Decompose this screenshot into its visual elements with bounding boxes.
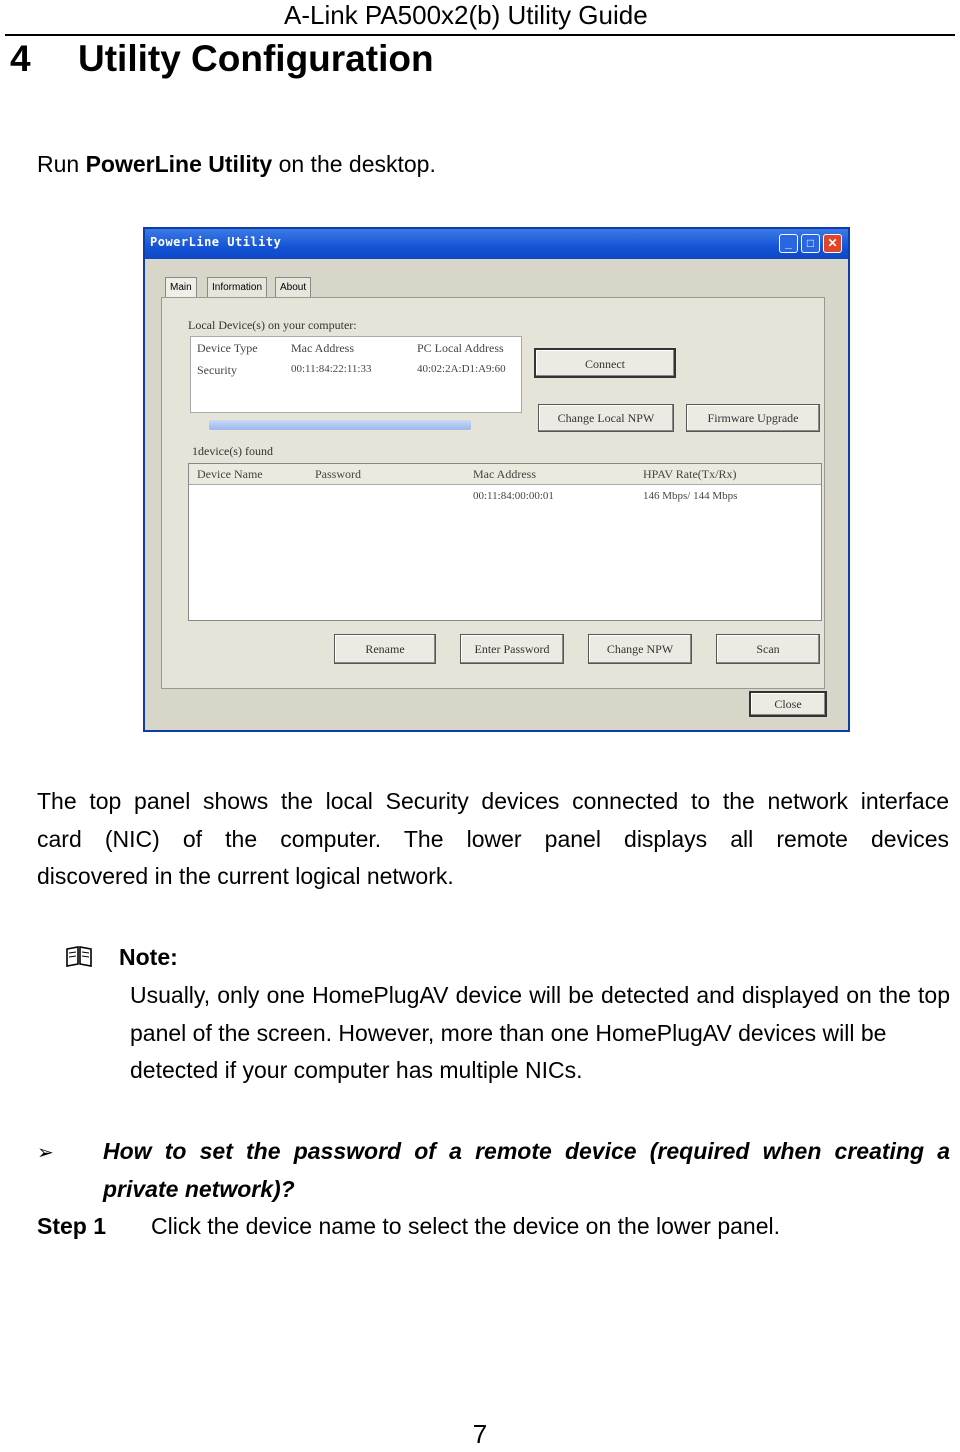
remote-col-hpav-rate[interactable]: HPAV Rate(Tx/Rx) [643, 467, 737, 481]
tab-information[interactable]: Information [207, 277, 267, 298]
close-window-icon[interactable]: ✕ [823, 234, 842, 253]
howto-heading [103, 1133, 950, 1208]
note-line-2: panel of the screen. However, more than one HomePlugAV devices will be [130, 1019, 887, 1046]
connect-button[interactable]: Connect [534, 348, 676, 378]
window-titlebar [145, 229, 848, 259]
remote-col-password[interactable]: Password [315, 467, 362, 481]
rename-button[interactable]: Rename [334, 634, 436, 664]
main-tab-panel [161, 297, 825, 689]
devices-found-label: 1device(s) found [192, 444, 273, 458]
note-label: Note: [119, 944, 178, 970]
change-npw-button[interactable]: Change NPW [588, 634, 692, 664]
description-paragraph [37, 783, 949, 896]
remote-col-mac-address[interactable]: Mac Address [473, 467, 536, 481]
remote-row-rate[interactable]: 146 Mbps/ 144 Mbps [643, 490, 738, 502]
maximize-icon[interactable]: □ [801, 234, 820, 253]
intro-suffix: on the desktop. [272, 151, 436, 177]
scan-button[interactable]: Scan [716, 634, 820, 664]
chapter-number: 4 [10, 38, 31, 79]
remote-row-mac[interactable]: 00:11:84:00:00:01 [473, 490, 554, 502]
change-local-npw-button[interactable]: Change Local NPW [538, 404, 674, 432]
page-number: 7 [472, 1419, 488, 1449]
note-body [130, 977, 950, 1090]
close-button[interactable]: Close [749, 691, 827, 717]
local-devices-label: Local Device(s) on your computer: [188, 318, 357, 332]
paragraph-line-2: card (NIC) of the computer. The lower panel displays all remote devices [37, 825, 949, 852]
enter-password-button[interactable]: Enter Password [460, 634, 564, 664]
note-line-3: detected if your computer has multiple NICs. [130, 1057, 583, 1083]
minimize-icon[interactable]: _ [779, 234, 798, 253]
firmware-upgrade-button[interactable]: Firmware Upgrade [686, 404, 820, 432]
local-row-device-type[interactable]: Security [197, 363, 237, 377]
tab-main[interactable]: Main [165, 277, 197, 300]
paragraph-line-1: The top panel shows the local Security devices connected to the network interface [37, 788, 949, 814]
howto-line-1: How to set the password of a remote device (required when creating a [103, 1138, 950, 1164]
note-line-1: Usually, only one HomePlugAV device will be detected and displayed on the top [130, 982, 950, 1008]
howto-line-2: private network)? [103, 1175, 295, 1202]
horizontal-scrollbar[interactable] [209, 420, 471, 430]
local-col-pc-local-address[interactable]: PC Local Address [417, 341, 504, 355]
local-row-pc-local[interactable]: 40:02:2A:D1:A9:60 [417, 363, 506, 375]
intro-prefix: Run [37, 151, 86, 177]
window-title: PowerLine Utility [150, 235, 282, 249]
paragraph-line-3: discovered in the current logical network. [37, 863, 454, 889]
document-header-title: A-Link PA500x2(b) Utility Guide [284, 0, 648, 30]
local-col-device-type[interactable]: Device Type [197, 341, 258, 355]
powerline-utility-window [143, 227, 850, 732]
tab-about[interactable]: About [275, 277, 311, 298]
header-divider [5, 34, 955, 36]
chapter-title: Utility Configuration [78, 38, 434, 79]
step-1-text: Click the device name to select the device on the lower panel. [151, 1213, 781, 1239]
remote-col-device-name[interactable]: Device Name [197, 467, 263, 481]
remote-list-header [189, 464, 821, 485]
local-devices-list [190, 336, 522, 413]
app-name: PowerLine Utility [85, 151, 273, 177]
intro-instruction [37, 146, 436, 184]
step-1-label: Step 1 [37, 1213, 107, 1239]
local-col-mac-address[interactable]: Mac Address [291, 341, 354, 355]
arrow-bullet-icon: ➢ [37, 1142, 54, 1164]
local-row-mac[interactable]: 00:11:84:22:11:33 [291, 363, 372, 375]
remote-devices-list [188, 463, 822, 621]
book-icon [65, 944, 93, 968]
